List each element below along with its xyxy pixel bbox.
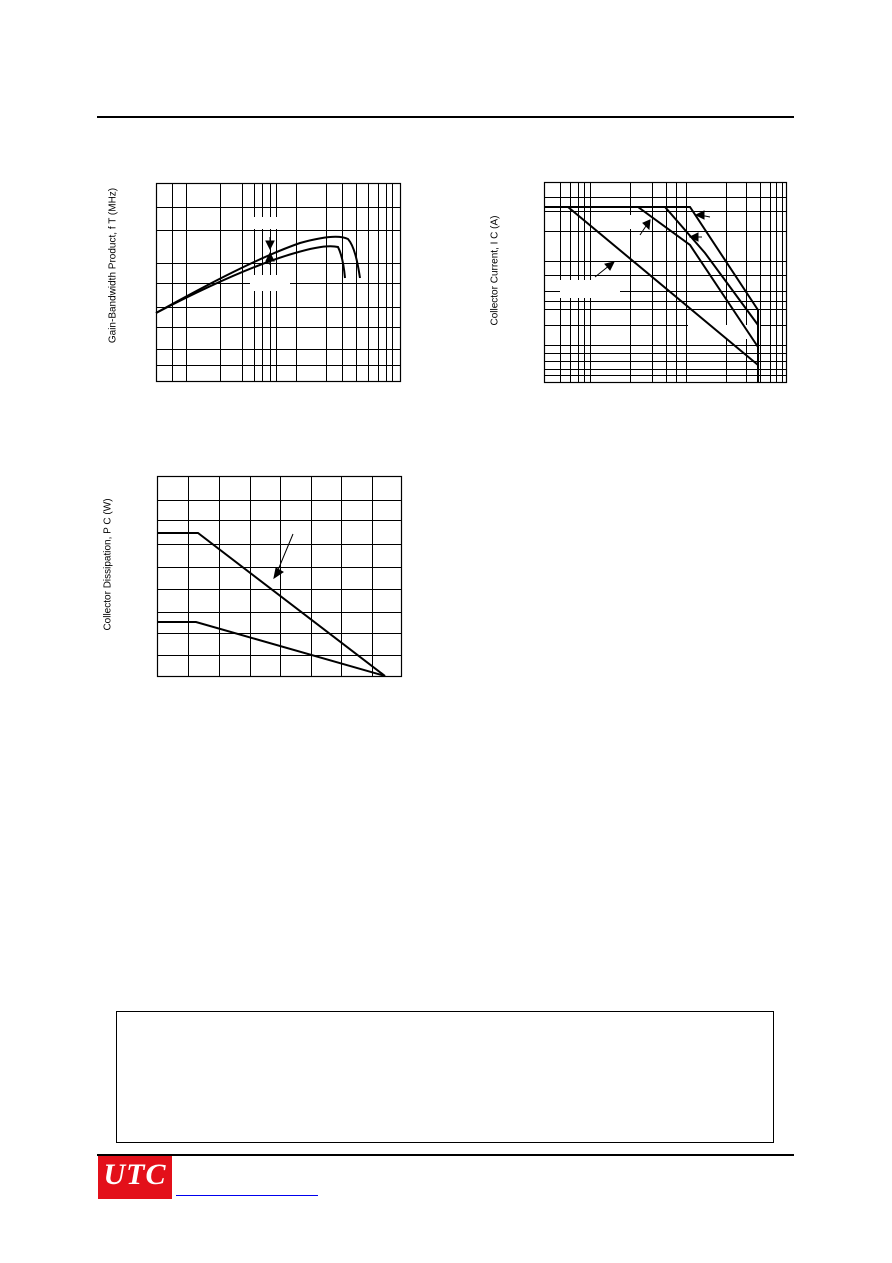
- soa-curve-3: [544, 207, 758, 325]
- utc-logo: [98, 1156, 172, 1199]
- footer-rule: [97, 1154, 794, 1156]
- notice-box: [116, 1011, 774, 1143]
- soa-arrow-2: [690, 233, 702, 241]
- ft-arrow-down: [266, 237, 274, 249]
- pc-chart-plot: [100, 470, 410, 685]
- pc-chart: [100, 470, 410, 685]
- pc-chart-ylabel: Collector Dissipation, P C (W): [102, 498, 114, 631]
- ft-chart: [100, 175, 410, 390]
- soa-chart: [490, 175, 800, 390]
- website-link-underline[interactable]: [176, 1195, 318, 1196]
- soa-arrow-4: [595, 262, 614, 277]
- pc-curve-upper: [157, 533, 385, 676]
- soa-chart-ylabel: Collector Current, I C (A): [489, 215, 501, 326]
- pc-arrow: [274, 534, 293, 578]
- utc-logo-text: UTC: [103, 1158, 167, 1191]
- ft-chart-ylabel: Gain-Bandwidth Product, f T (MHz): [107, 187, 119, 344]
- soa-chart-plot: [490, 175, 800, 390]
- header-rule: [97, 116, 794, 118]
- ft-chart-plot: [100, 175, 410, 390]
